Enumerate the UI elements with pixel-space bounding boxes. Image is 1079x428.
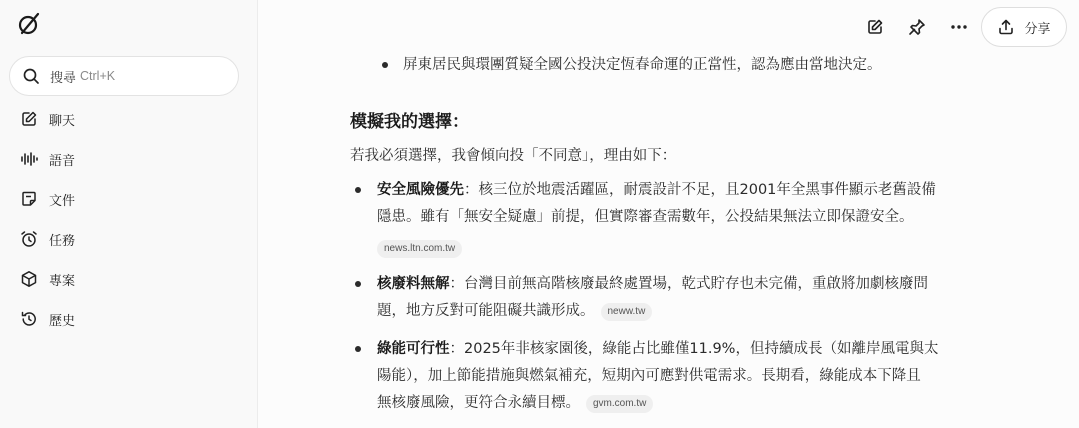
alarm-clock-icon <box>20 230 38 248</box>
point-1-line-1 <box>377 177 936 203</box>
logo-icon[interactable] <box>16 11 42 37</box>
sidebar-item-tasks[interactable] <box>10 219 248 259</box>
bullet-dot <box>355 187 361 193</box>
sidebar-item-label: 歷史 <box>49 313 76 329</box>
point-3-text: ：2025年非核家園後，綠能占比雖僅11.9%，但持續成長（如離岸風電與太 <box>449 341 939 357</box>
point-2-line-2 <box>377 298 652 324</box>
file-icon <box>20 190 38 208</box>
sidebar-item-history[interactable] <box>10 299 248 339</box>
bullet-dot <box>355 281 361 287</box>
top-bullet-text: 屏東居民與環團質疑全國公投決定恆春命運的正當性，認為應由當地決定。 <box>403 57 882 73</box>
point-2-text: ：台灣目前無高階核廢最終處置場，乾式貯存也未完備，重啟將加劇核廢問 <box>449 276 928 292</box>
point-3-title: 綠能可行性 <box>377 341 450 357</box>
sidebar-nav <box>10 99 248 339</box>
point-3-text-3: 無核廢風險，更符合永續目標。 <box>377 395 580 411</box>
voice-wave-icon <box>20 150 38 168</box>
chat-content <box>258 0 1079 428</box>
edit-icon <box>20 110 38 128</box>
sidebar-item-label: 文件 <box>49 193 76 209</box>
point-2-text-2: 題，地方反對可能阻礙共識形成。 <box>377 303 595 319</box>
point-3-line-3 <box>377 390 653 416</box>
point-1-title: 安全風險優先 <box>377 182 464 198</box>
section-heading: 模擬我的選擇： <box>350 112 469 132</box>
point-3-line-1 <box>377 336 938 362</box>
search-icon <box>22 67 40 85</box>
sidebar-item-files[interactable] <box>10 179 248 219</box>
sidebar-item-label: 任務 <box>49 233 76 249</box>
cube-icon <box>20 270 38 288</box>
point-2-line-1 <box>377 271 928 297</box>
point-2-title: 核廢料無解 <box>377 276 450 292</box>
sidebar-item-voice[interactable] <box>10 139 248 179</box>
point-1-text: ：核三位於地震活躍區，耐震設計不足，且2001年全黑事件顯示老舊設備 <box>464 182 936 198</box>
share-label: 分享 <box>1024 21 1051 37</box>
sidebar-item-label: 聊天 <box>49 113 76 129</box>
sidebar <box>0 0 258 428</box>
sidebar-item-label: 語音 <box>49 153 76 169</box>
point-1-line-2: 隱患。雖有「無安全疑慮」前提，但實際審查需數年，公投結果無法立即保證安全。 <box>377 209 914 225</box>
intro-text: 若我必須選擇，我會傾向投「不同意」，理由如下： <box>350 148 677 164</box>
source-chip[interactable]: news.ltn.com.tw <box>377 240 462 258</box>
search-shortcut: Ctrl+K <box>80 69 116 83</box>
source-chip[interactable]: neww.tw <box>601 303 653 321</box>
sidebar-item-projects[interactable] <box>10 259 248 299</box>
point-3-line-2: 陽能），加上節能措施與燃氣補充，短期內可應對供電需求。長期看，綠能成本下降且 <box>377 368 921 384</box>
history-icon <box>20 310 38 328</box>
sidebar-item-label: 專案 <box>49 273 76 289</box>
search-placeholder: 搜尋 <box>50 70 77 86</box>
bullet-dot <box>382 62 388 68</box>
search-input[interactable] <box>9 56 239 96</box>
source-chip[interactable]: gvm.com.tw <box>586 395 653 413</box>
bullet-dot <box>355 346 361 352</box>
sidebar-item-chat[interactable] <box>10 99 248 139</box>
